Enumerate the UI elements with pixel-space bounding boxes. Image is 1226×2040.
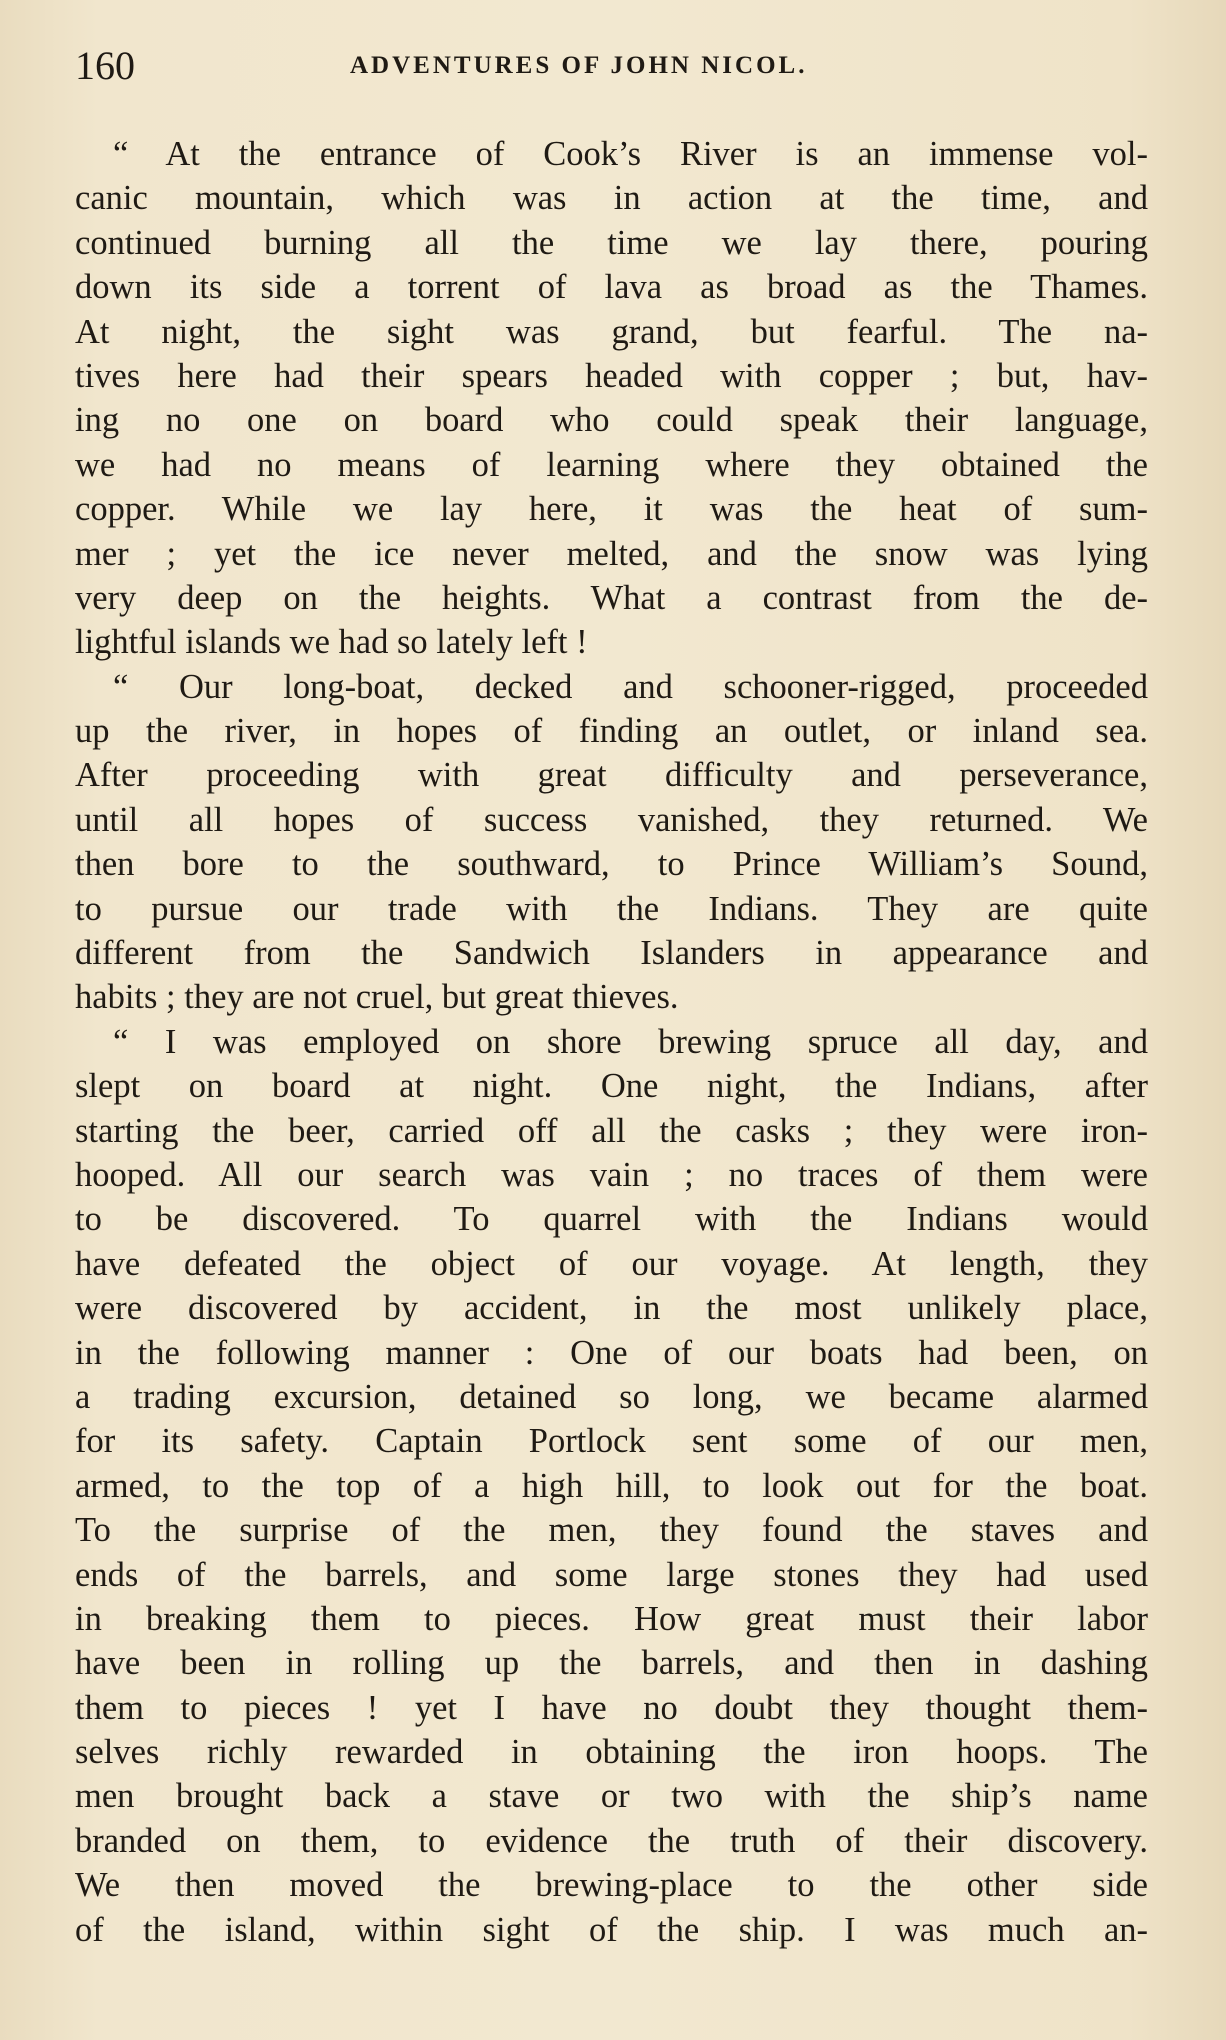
text-line: to pursue our trade with the Indians. They are quite [75,889,1148,928]
text-line: of the island, within sight of the ship. I was much an- [75,1910,1148,1949]
text-line: To the surprise of the men, they found the staves and [75,1511,1148,1550]
text-line: to be discovered. To quarrel with the Indians would [75,1200,1148,1239]
text-line: starting the beer, carried off all the casks ; they were iron- [75,1111,1148,1150]
text-line: ends of the barrels, and some large stones they had used [75,1555,1148,1594]
text-line: “ At the entrance of Cook’s River is an immense vol- [113,135,1148,173]
text-line: until all hopes of success vanished, they returned. We [75,800,1148,839]
text-line: After proceeding with great difficulty and perseverance, [75,756,1148,795]
text-line: habits ; they are not cruel, but great thieves. [75,978,679,1017]
text-line: slept on board at night. One night, the Indians, after [75,1067,1148,1106]
text-line: then bore to the southward, to Prince William’s Sound, [75,845,1148,884]
text-line: a trading excursion, detained so long, we became alarmed [75,1377,1148,1416]
running-title: ADVENTURES OF JOHN NICOL. [350,52,808,79]
text-line: “ I was employed on shore brewing spruce all day, and [113,1022,1148,1061]
text-line: we had no means of learning where they obtained the [75,445,1148,484]
text-line: “ Our long-boat, decked and schooner-rigged, proceeded [113,667,1148,706]
text-line: At night, the sight was grand, but fearful. The na- [75,312,1148,351]
text-line: down its side a torrent of lava as broad as the Thames. [75,268,1148,307]
text-line: in the following manner : One of our boats had been, on [75,1333,1148,1372]
text-line: have defeated the object of our voyage. At length, they [75,1244,1148,1283]
text-line: men brought back a stave or two with the ship’s name [75,1777,1148,1816]
text-line: armed, to the top of a high hill, to look out for the boat. [75,1466,1148,1505]
text-line: them to pieces ! yet I have no doubt they thought them- [75,1688,1148,1727]
text-line: copper. While we lay here, it was the heat of sum- [75,490,1148,529]
text-line: in breaking them to pieces. How great must their labor [75,1599,1148,1638]
text-line: mer ; yet the ice never melted, and the snow was lying [75,534,1148,573]
text-line: continued burning all the time we lay there, pouring [75,223,1148,262]
text-line: lightful islands we had so lately left ! [75,623,588,662]
text-line: were discovered by accident, in the most unlikely place, [75,1289,1148,1328]
text-line: very deep on the heights. What a contrast from the de- [75,578,1148,617]
running-head [75,42,1148,90]
text-line: We then moved the brewing-place to the other side [75,1866,1148,1905]
text-line: for its safety. Captain Portlock sent some of our men, [75,1422,1148,1461]
text-line: branded on them, to evidence the truth of their discovery. [75,1821,1148,1860]
text-line: different from the Sandwich Islanders in appearance and [75,934,1148,973]
text-line: selves richly rewarded in obtaining the iron hoops. The [75,1733,1148,1772]
page-number: 160 [75,43,135,88]
text-line: canic mountain, which was in action at the time, and [75,179,1148,218]
text-line: hooped. All our search was vain ; no traces of them were [75,1155,1148,1194]
text-line: up the river, in hopes of finding an outlet, or inland sea. [75,712,1148,751]
text-line: ing no one on board who could speak their language, [75,401,1148,440]
text-line: have been in rolling up the barrels, and then in dashing [75,1644,1148,1683]
text-line: tives here had their spears headed with copper ; but, hav- [75,356,1148,395]
body-text [75,132,1148,1952]
